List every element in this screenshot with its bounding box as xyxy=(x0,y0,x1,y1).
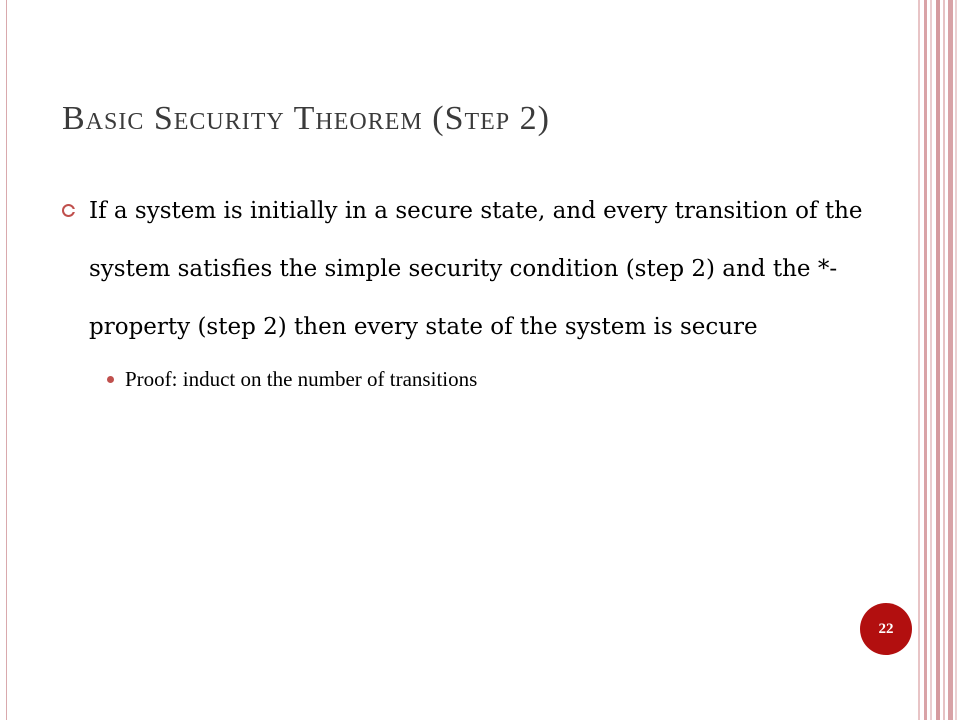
bullet-text: If a system is initially in a secure state, and every transition of the system satisfies the simple security condition (step 2) and the *-property (step 2) then every state of the system is secure xyxy=(89,198,863,340)
slide-content xyxy=(62,182,882,394)
hollow-circle-bullet-icon xyxy=(62,204,75,217)
filled-dot-bullet-icon xyxy=(107,376,114,383)
right-decorative-band xyxy=(918,0,960,720)
page-number: 22 xyxy=(878,620,894,637)
page-number-badge xyxy=(860,603,912,655)
band-line xyxy=(948,0,953,720)
slide-title: Basic Security Theorem (Step 2) xyxy=(62,100,550,137)
sub-bullet-item xyxy=(62,364,882,394)
band-line xyxy=(918,0,920,720)
band-line xyxy=(936,0,940,720)
left-frame-line xyxy=(6,0,7,720)
band-line xyxy=(955,0,957,720)
band-line xyxy=(930,0,932,720)
bullet-item xyxy=(62,182,882,356)
band-line xyxy=(943,0,945,720)
band-line xyxy=(924,0,927,720)
sub-bullet-text: Proof: induct on the number of transitions xyxy=(125,367,478,391)
